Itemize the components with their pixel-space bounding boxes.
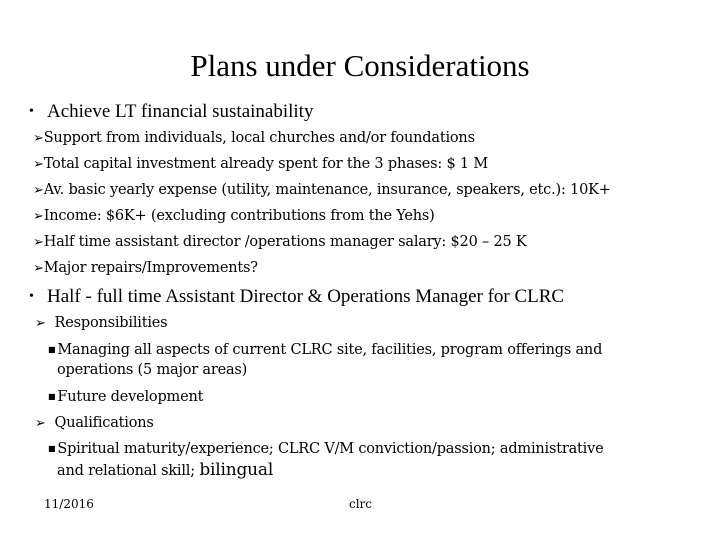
sub-item-text: Major repairs/Improvements? bbox=[43, 260, 258, 276]
resp-item-future bbox=[48, 387, 203, 407]
resp-item-line1: Managing all aspects of current CLRC site, facilities, program offerings and bbox=[57, 342, 603, 358]
qual-item-spiritual-cont bbox=[57, 460, 273, 481]
resp-item-text: Future development bbox=[57, 389, 204, 405]
arrow-bullet-icon: ➢ bbox=[35, 316, 46, 331]
arrow-bullet-icon: ➢ bbox=[33, 183, 44, 198]
sub-item-text: Income: $6K+ (excluding contributions from the Yehs) bbox=[43, 208, 435, 224]
bullet-dot-icon: • bbox=[29, 289, 34, 304]
sub-item-text: Total capital investment already spent for the 3 phases: $ 1 M bbox=[43, 156, 488, 172]
sub-item-support bbox=[33, 128, 475, 149]
arrow-bullet-icon: ➢ bbox=[33, 131, 44, 146]
footer-date: 11/2016 bbox=[44, 497, 94, 511]
qual-item-line1: Spiritual maturity/experience; CLRC V/M conviction/passion; administrative bbox=[57, 441, 604, 457]
bullet-dot-icon: • bbox=[29, 104, 34, 119]
sub-item-expense bbox=[33, 180, 611, 201]
resp-item-managing-cont: operations (5 major areas) bbox=[57, 362, 248, 378]
footer-center: clrc bbox=[349, 497, 373, 511]
bullet-text: Achieve LT financial sustainability bbox=[47, 101, 314, 122]
qualifications-label: Qualifications bbox=[54, 415, 154, 431]
sub-item-text: Av. basic yearly expense (utility, maintenance, insurance, speakers, etc.): 10K+ bbox=[43, 182, 611, 198]
arrow-bullet-icon: ➢ bbox=[33, 157, 44, 172]
sub-item-text: Half time assistant director /operations manager salary: $20 – 25 K bbox=[43, 234, 527, 250]
arrow-bullet-icon: ➢ bbox=[33, 261, 44, 276]
qual-item-line2a: and relational skill; bbox=[57, 463, 200, 479]
slide-title: Plans under Considerations bbox=[190, 48, 530, 83]
responsibilities-label: Responsibilities bbox=[54, 315, 168, 331]
square-bullet-icon: ■ bbox=[48, 345, 56, 354]
square-bullet-icon: ■ bbox=[48, 444, 56, 453]
arrow-bullet-icon: ➢ bbox=[35, 416, 46, 431]
sub-item-capital bbox=[33, 154, 488, 175]
arrow-bullet-icon: ➢ bbox=[33, 209, 44, 224]
arrow-bullet-icon: ➢ bbox=[33, 235, 44, 250]
sub-item-salary bbox=[33, 232, 527, 253]
qual-item-spiritual bbox=[48, 439, 603, 459]
square-bullet-icon: ■ bbox=[48, 392, 56, 401]
sub-item-text: Support from individuals, local churches and/or foundations bbox=[43, 130, 475, 146]
responsibilities-heading bbox=[35, 313, 167, 334]
resp-item-managing bbox=[48, 340, 602, 360]
bullet-text: Half - full time Assistant Director & Operations Manager for CLRC bbox=[47, 286, 565, 307]
sub-item-repairs bbox=[33, 258, 258, 279]
qualifications-heading bbox=[35, 413, 154, 434]
sub-item-income bbox=[33, 206, 435, 227]
qual-item-bilingual: bilingual bbox=[199, 460, 274, 480]
